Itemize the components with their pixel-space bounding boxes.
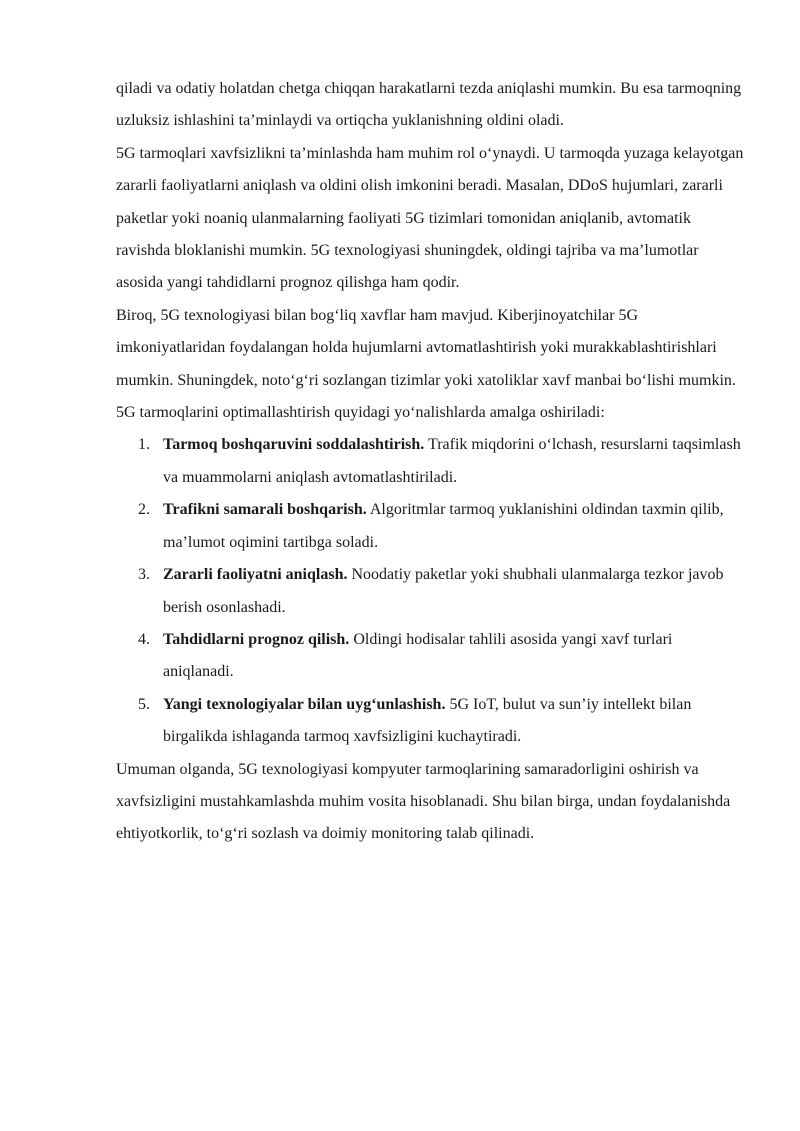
list-number: 3.	[138, 566, 150, 584]
list-item-title: Trafikni samarali boshqarish.	[163, 501, 367, 519]
paragraph-risks: Biroq, 5G texnologiyasi bilan bog‘liq xavflar ham mavjud. Kiberjinoyatchilar 5G imkoniyatlaridan foydalangan holda hujumlarni avtomatlashtirish yoki murakkablashtirishlari mumkin. Shuningdek, noto‘g‘ri sozlangan tizimlar yoki xatoliklar xavf manbai bo‘lishi mumkin.	[116, 306, 736, 389]
list-number: 2.	[138, 501, 150, 519]
list-item-text: Algoritmlar tarmoq yuklanishini oldindan taxmin qilib, ma’lumot oqimini tartibga soladi.	[163, 501, 724, 551]
list-item-text: Noodatiy paketlar yoki shubhali ulanmalarga tezkor javob berish osonlashadi.	[163, 566, 724, 616]
list-item	[116, 689, 746, 754]
list-number: 1.	[138, 436, 150, 454]
document-body	[116, 73, 746, 851]
paragraph-list-intro: 5G tarmoqlarini optimallashtirish quyidagi yo‘nalishlarda amalga oshiriladi:	[116, 404, 605, 422]
paragraph-continuation: qiladi va odatiy holatdan chetga chiqqan harakatlarni tezda aniqlashi mumkin. Bu esa tarmoqning uzluksiz ishlashini ta’minlaydi va ortiqcha yuklanishning oldini oladi.	[116, 80, 742, 130]
list-number: 5.	[138, 695, 150, 713]
list-item	[116, 494, 746, 559]
list-item-title: Tahdidlarni prognoz qilish.	[163, 630, 350, 648]
list-item-title: Zararli faoliyatni aniqlash.	[163, 566, 348, 584]
list-item-text: 5G IoT, bulut va sun’iy intellekt bilan birgalikda ishlaganda tarmoq xavfsizligini kuchaytiradi.	[163, 695, 692, 746]
list-item	[116, 429, 746, 494]
list-item	[116, 624, 746, 689]
list-item	[116, 559, 746, 624]
list-item-text: Trafik miqdorini o‘lchash, resurslarni taqsimlash va muammolarni aniqlash avtomatlashtiriladi.	[163, 436, 741, 486]
paragraph-conclusion: Umuman olganda, 5G texnologiyasi kompyuter tarmoqlarining samaradorligini oshirish va xavfsizligini mustahkamlashda muhim vosita hisoblanadi. Shu bilan birga, undan foydalanishda ehtiyotkorlik, to‘g‘ri sozlash va doimiy monitoring talab qilinadi.	[116, 760, 731, 843]
optimization-list	[116, 429, 746, 753]
list-number: 4.	[138, 630, 150, 648]
list-item-title: Yangi texnologiyalar bilan uyg‘unlashish.	[163, 695, 446, 713]
list-item-text: Oldingi hodisalar tahlili asosida yangi xavf turlari aniqlanadi.	[163, 630, 673, 681]
list-item-title: Tarmoq boshqaruvini soddalashtirish.	[163, 436, 425, 454]
paragraph-security: 5G tarmoqlari xavfsizlikni ta’minlashda ham muhim rol o‘ynaydi. U tarmoqda yuzaga kelayotgan zararli faoliyatlarni aniqlash va oldini olish imkonini beradi. Masalan, DDoS hujumlari, zararli paketlar yoki noaniq ulanmalarning faoliyati 5G tizimlari tomonidan aniqlanib, avtomatik ravishda bloklanishi mumkin. 5G texnologiyasi shuningdek, oldingi tajriba va ma’lumotlar asosida yangi tahdidlarni prognoz qilishga ham qodir.	[116, 144, 744, 292]
